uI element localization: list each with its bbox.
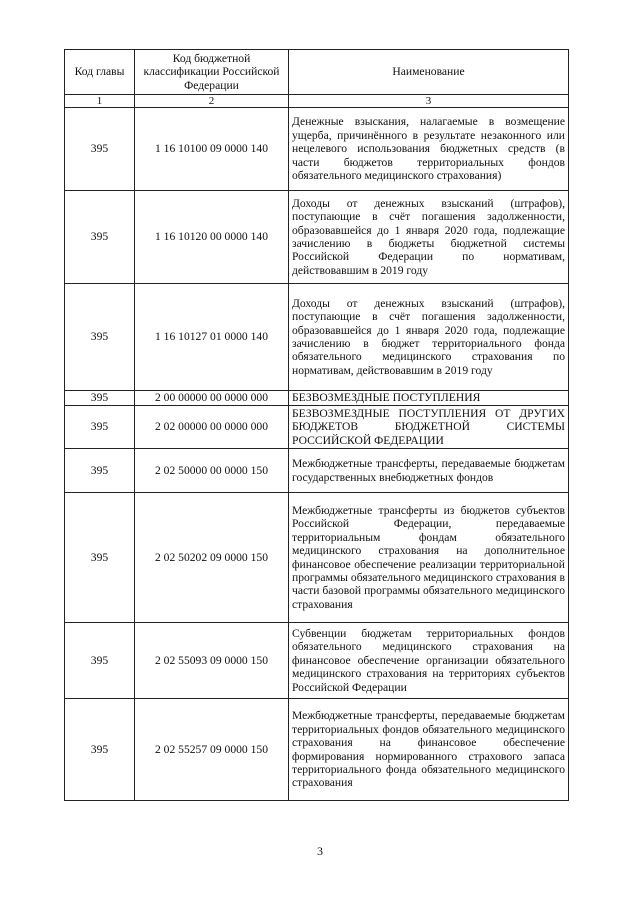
budget-code-cell: 2 02 50000 00 0000 150 (135, 449, 289, 493)
chapter-code-cell: 395 (65, 406, 135, 449)
name-cell: Субвенции бюджетам территориальных фондов обязательного медицинского страхования на финансовое обеспечение организации обязательного медицинского страхования на территориях субъектов Российской Федерации (289, 623, 569, 699)
header-name: Наименование (289, 50, 569, 95)
budget-codes-table (64, 49, 569, 801)
chapter-code-cell: 395 (65, 449, 135, 493)
budget-code-cell: 2 02 00000 00 0000 000 (135, 406, 289, 449)
budget-code-cell: 1 16 10120 00 0000 140 (135, 191, 289, 284)
name-cell: Межбюджетные трансферты, передаваемые бюджетам государственных внебюджетных фондов (289, 449, 569, 493)
budget-code-cell: 2 02 55257 09 0000 150 (135, 699, 289, 801)
budget-code-cell: 2 02 50202 09 0000 150 (135, 493, 289, 623)
column-number-row (65, 95, 569, 108)
name-cell: Доходы от денежных взысканий (штрафов), поступающие в счёт погашения задолженности, образовавшейся до 1 января 2020 года, подлежащие зачислению в бюджет территориального фонда обязательного медицинского страхования по нормативам, действовавшим в 2019 году (289, 284, 569, 391)
name-cell: Межбюджетные трансферты из бюджетов субъектов Российской Федерации, передаваемые территориальным фондам обязательного медицинского страхования на дополнительное финансовое обеспечение реализации территориальной программы обязательного медицинского страхования в части базовой программы обязательного медицинского страхования (289, 493, 569, 623)
name-cell: Межбюджетные трансферты, передаваемые бюджетам территориальных фондов обязательного медицинского страхования на финансовое обеспечение формирования нормированного страхового запаса территориального фонда обязательного медицинского страхования (289, 699, 569, 801)
column-number: 2 (135, 95, 289, 108)
budget-code-cell: 2 00 00000 00 0000 000 (135, 391, 289, 406)
chapter-code-cell: 395 (65, 699, 135, 801)
chapter-code-cell: 395 (65, 191, 135, 284)
table-row (65, 493, 569, 623)
name-cell: Доходы от денежных взысканий (штрафов), поступающие в счёт погашения задолженности, образовавшейся до 1 января 2020 года, подлежащие зачислению в бюджеты бюджетной системы Российской Федерации по нормативам, действовавшим в 2019 году (289, 191, 569, 284)
table-row (65, 623, 569, 699)
chapter-code-cell: 395 (65, 391, 135, 406)
budget-code-cell: 1 16 10100 09 0000 140 (135, 108, 289, 191)
chapter-code-cell: 395 (65, 493, 135, 623)
budget-code-cell: 2 02 55093 09 0000 150 (135, 623, 289, 699)
chapter-code-cell: 395 (65, 284, 135, 391)
page-number: 3 (317, 844, 323, 858)
chapter-code-cell: 395 (65, 108, 135, 191)
table-row (65, 191, 569, 284)
table-row (65, 406, 569, 449)
chapter-code-cell: 395 (65, 623, 135, 699)
table-row (65, 391, 569, 406)
table-row (65, 108, 569, 191)
table-row (65, 284, 569, 391)
header-chapter-code: Код главы (65, 50, 135, 95)
header-budget-code: Код бюджетной классификации Российской Федерации (135, 50, 289, 95)
name-cell: Денежные взыскания, налагаемые в возмещение ущерба, причинённого в результате незаконного или нецелевого использования бюджетных средств (в части бюджетов территориальных фондов обязательного медицинского страхования) (289, 108, 569, 191)
name-cell: БЕЗВОЗМЕЗДНЫЕ ПОСТУПЛЕНИЯ (289, 391, 569, 406)
column-number: 3 (289, 95, 569, 108)
table-row (65, 449, 569, 493)
column-number: 1 (65, 95, 135, 108)
table-row (65, 699, 569, 801)
name-cell: БЕЗВОЗМЕЗДНЫЕ ПОСТУПЛЕНИЯ ОТ ДРУГИХ БЮДЖЕТОВ БЮДЖЕТНОЙ СИСТЕМЫ РОССИЙСКОЙ ФЕДЕРАЦИИ (289, 406, 569, 449)
table-header-row (65, 50, 569, 95)
budget-code-cell: 1 16 10127 01 0000 140 (135, 284, 289, 391)
